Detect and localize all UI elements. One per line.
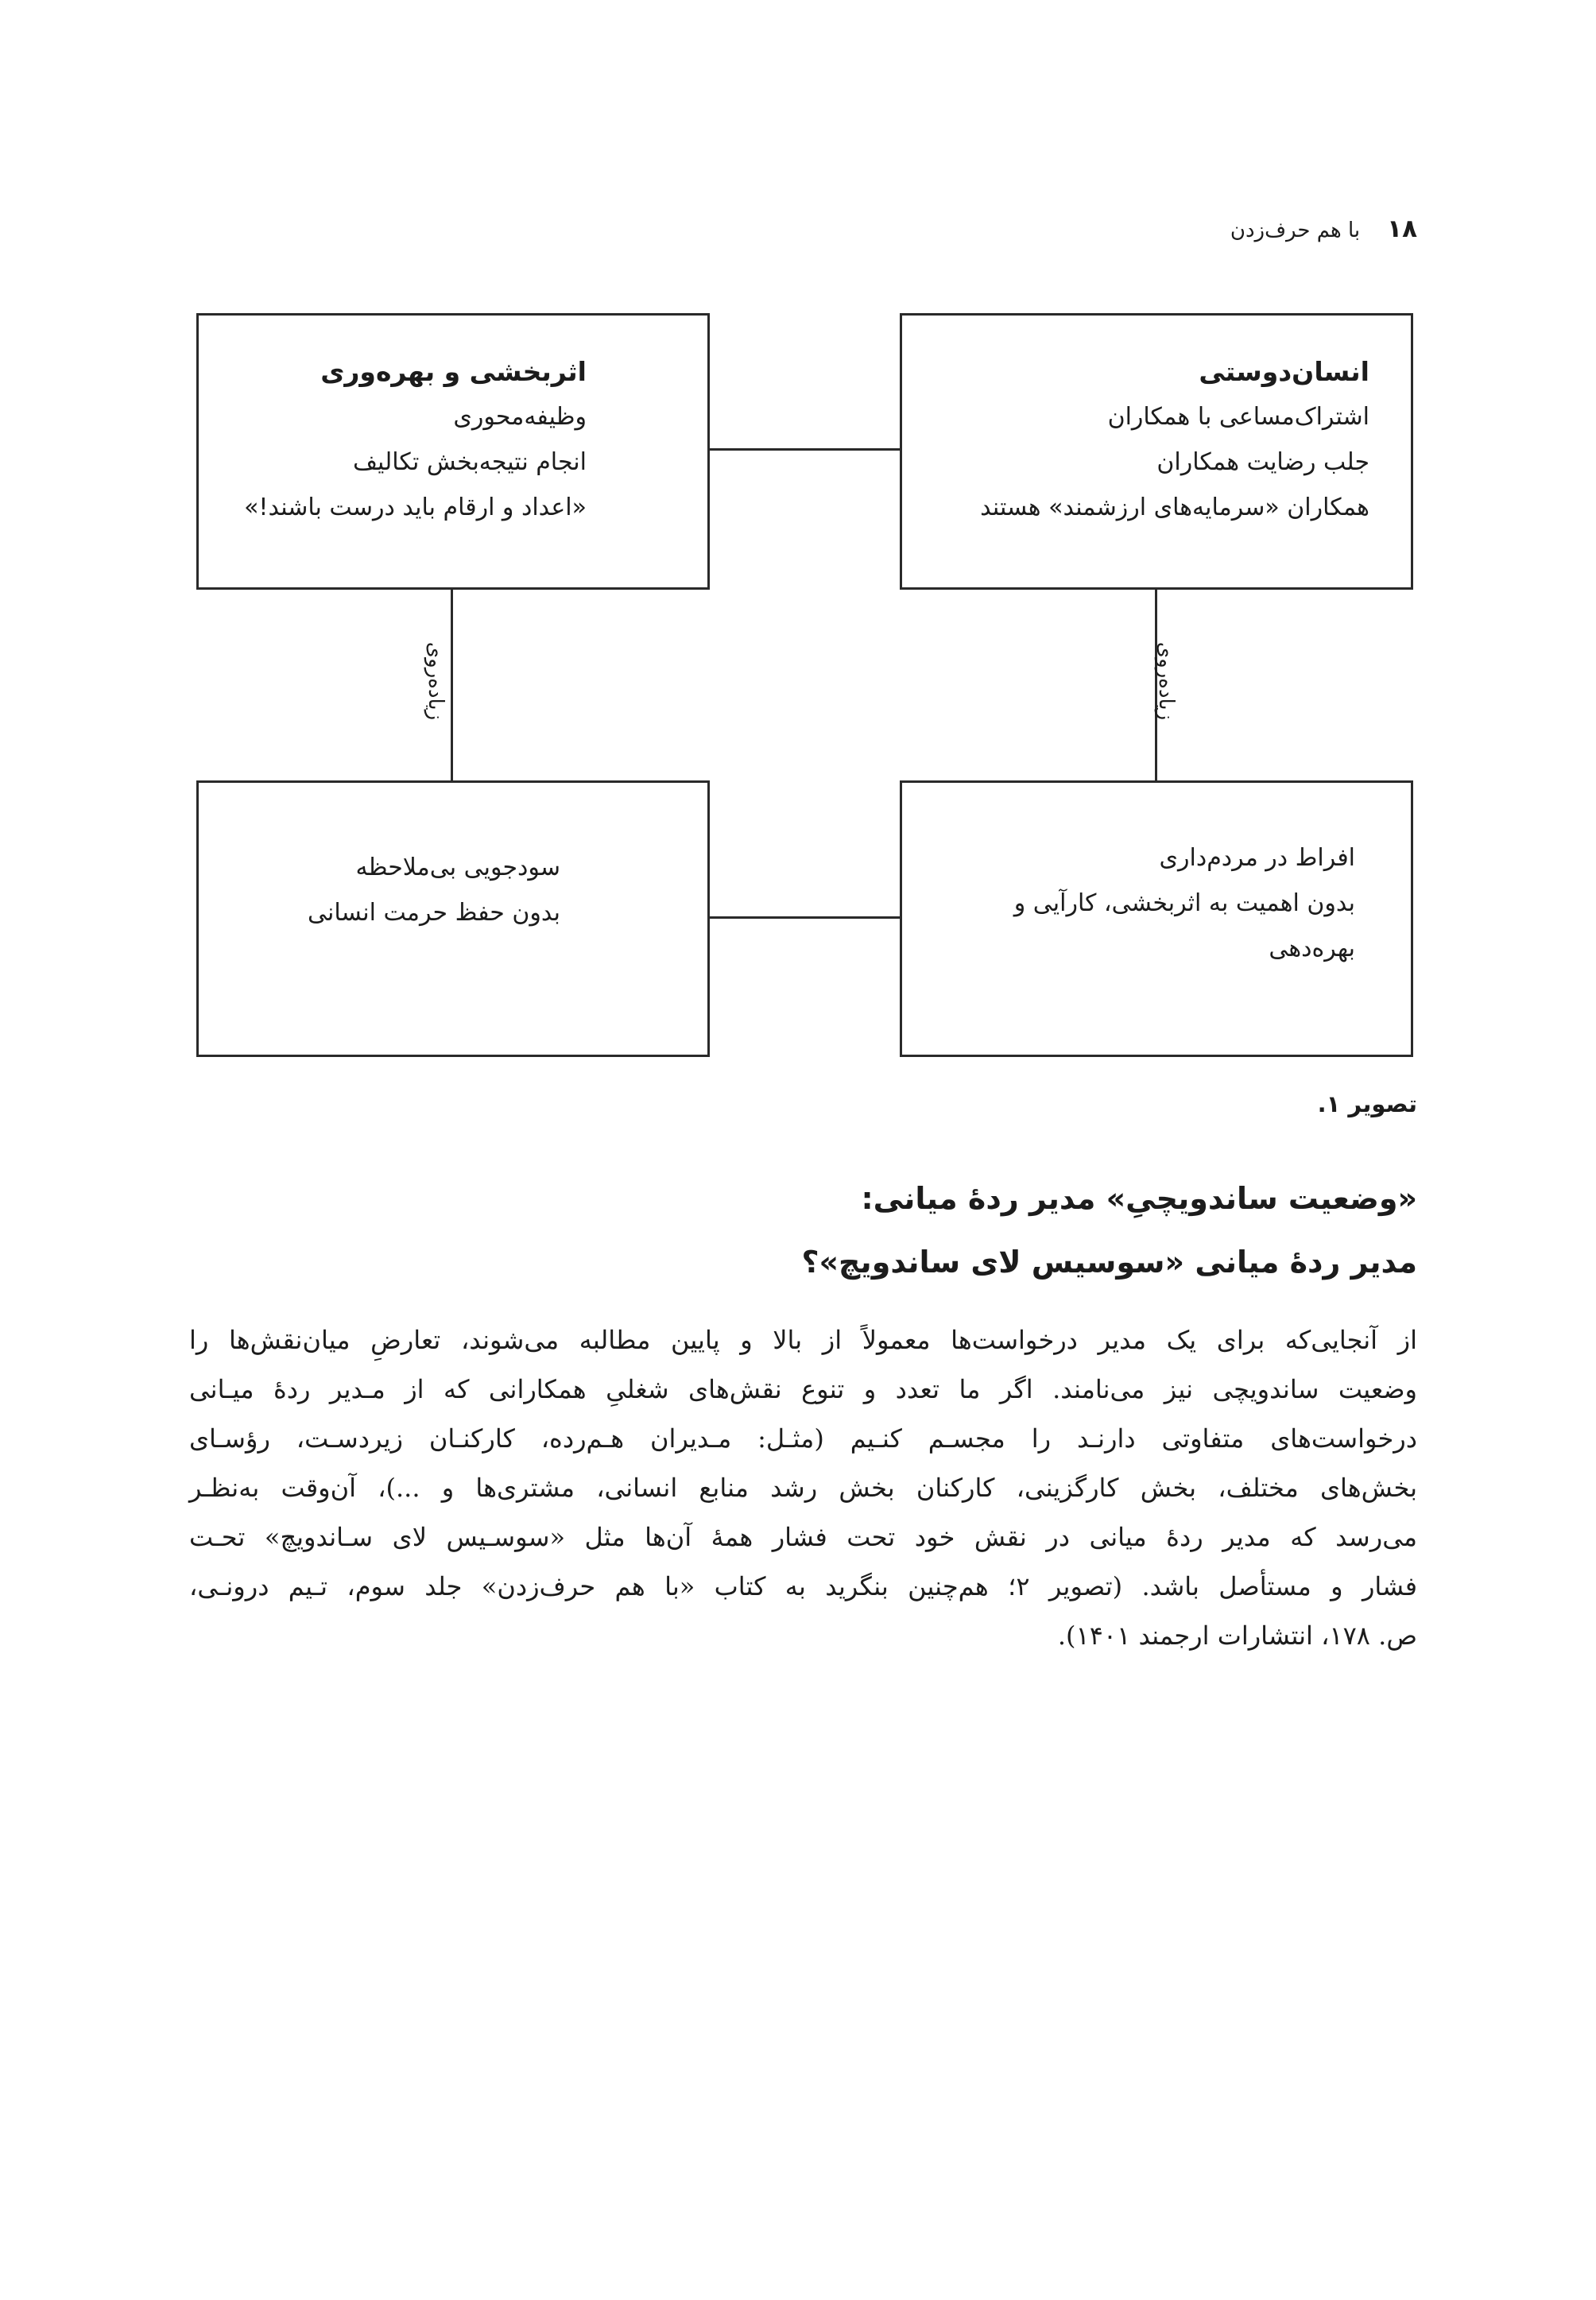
- box-humanism: [900, 313, 1413, 590]
- box-humanism-line: همکاران «سرمایه‌های ارزشمند» هستند: [980, 494, 1369, 521]
- paragraph-line: از آنجایی‌که برای یک مدیر درخواست‌ها معمولاً از بالا و پایین مطالبه می‌شوند، تعارضِ میان‌نقش‌ها را: [189, 1325, 1417, 1355]
- paragraph-line: فشار و مستأصل باشد. (تصویر ۲؛ هم‌چنین بنگرید به کتاب «با هم حرف‌زدن» جلد سوم، تـیم درونـی،: [189, 1571, 1418, 1601]
- box-excess-people-line: بدون اهمیت به اثربخشی، کارآیی و بهره‌دهی: [1013, 889, 1355, 962]
- running-title: با هم حرف‌زدن: [1230, 219, 1361, 242]
- box-effectiveness-line: «اعداد و ارقام باید درست باشند!»: [244, 494, 587, 521]
- right-connector-label: زیاده‌روی: [1154, 641, 1178, 721]
- box-effectiveness-line: وظیفه‌محوری: [453, 403, 587, 431]
- box-excess-people-orientation: [900, 780, 1413, 1057]
- figure-caption: تصویر ۱.: [1317, 1090, 1417, 1117]
- top-horizontal-connector: [710, 448, 900, 451]
- box-excess-people-line: افراط در مردم‌داری: [1159, 844, 1355, 872]
- paragraph-line: درخواست‌های متفاوتی دارنـد را مجسـم کنـیم (مثـل: مـدیران هـم‌رده، کارکنـان زیردسـت، رؤسـای: [189, 1423, 1418, 1454]
- box-effectiveness: [196, 313, 710, 590]
- left-vertical-connector: [451, 590, 453, 780]
- box-ruthless-profit: [196, 780, 710, 1057]
- box-effectiveness-title: اثربخشی و بهره‌وری: [320, 356, 587, 387]
- paragraph-line: ص. ۱۷۸، انتشارات ارجمند ۱۴۰۱).: [1057, 1620, 1417, 1651]
- box-effectiveness-line: انجام نتیجه‌بخش تکالیف: [352, 448, 587, 476]
- box-ruthless-profit-line: سودجویی بی‌ملاحظه: [355, 854, 560, 881]
- paragraph-line: می‌رسد که مدیر ردهٔ میانی در نقش خود تحت فشار همهٔ آن‌ها مثل «سوسـیس لای سـاندویچ» تحـت: [189, 1522, 1417, 1552]
- section-heading: «وضعیت ساندویچیِ» مدیر ردهٔ میانی:: [861, 1181, 1417, 1216]
- body-paragraph: [189, 1315, 1417, 1660]
- box-humanism-line: جلب رضایت همکاران: [1156, 448, 1369, 476]
- box-ruthless-profit-line: بدون حفظ حرمت انسانی: [308, 899, 560, 927]
- paragraph-line: وضعیت ساندویچی نیز می‌نامند. اگر ما تعدد و تنوع نقش‌های شغلیِ همکارانی که از مـدیر ردهٔ میـانی: [189, 1374, 1417, 1404]
- left-connector-label: زیاده‌روی: [424, 641, 447, 721]
- box-humanism-line: اشتراک‌مساعی با همکاران: [1107, 403, 1369, 431]
- bottom-horizontal-connector: [710, 916, 900, 919]
- page-number: ۱۸: [1387, 215, 1417, 243]
- box-humanism-title: انسان‌دوستی: [1199, 356, 1369, 387]
- section-subheading: مدیر ردهٔ میانی «سوسیس لای ساندویچ»؟: [801, 1245, 1417, 1280]
- figure-diagram: [0, 0, 1596, 1065]
- paragraph-line: بخش‌های مختلف، بخش کارگزینی، کارکنان بخش رشد منابع انسانی، مشتری‌ها و ...)، آن‌وقت به‌نظـر: [189, 1473, 1417, 1503]
